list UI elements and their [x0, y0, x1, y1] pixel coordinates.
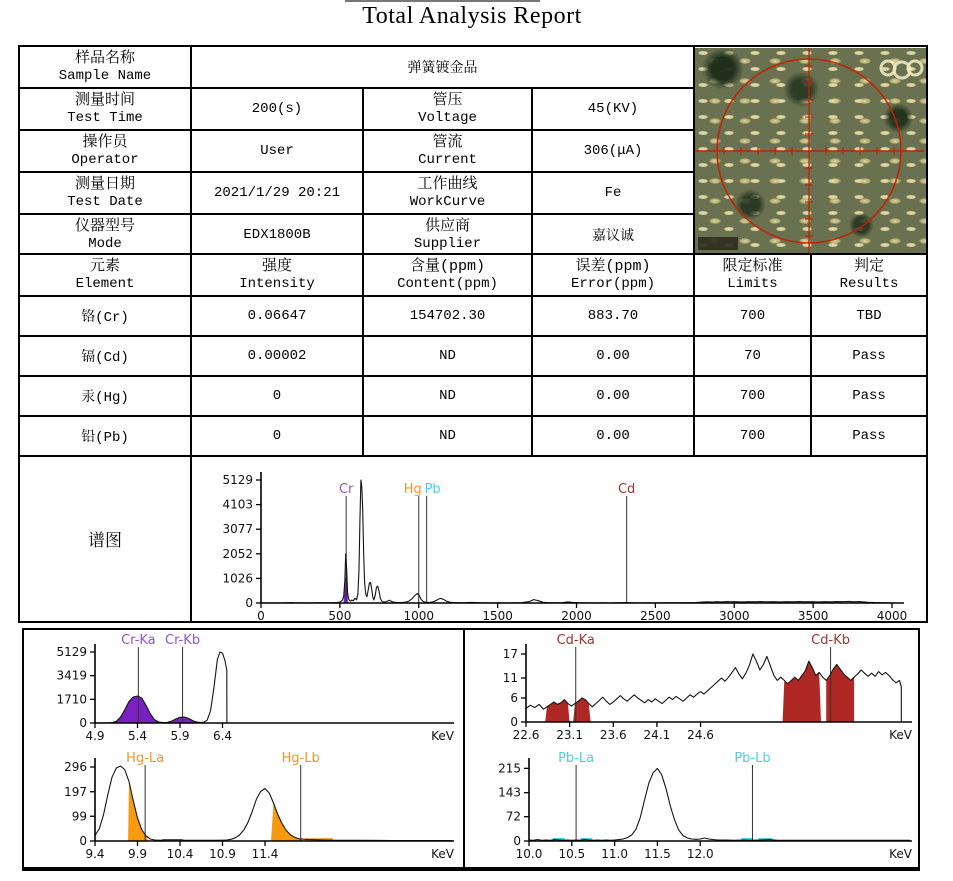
- svg-text:Cr-Kb: Cr-Kb: [165, 633, 201, 648]
- element-spectra-panel: [22, 628, 920, 871]
- spectrum-label-cell: 谱图: [19, 456, 191, 622]
- supplier-value: 嘉议诚: [532, 214, 694, 256]
- svg-text:Cr: Cr: [338, 482, 354, 497]
- operator-label-cn: 操作员: [82, 134, 128, 151]
- svg-text:0: 0: [245, 596, 253, 610]
- mode-value: EDX1800B: [191, 214, 363, 256]
- current-value: 306(μA): [532, 130, 694, 172]
- svg-text:Cd: Cd: [617, 482, 636, 497]
- cd-result: Pass: [811, 336, 927, 376]
- voltage-label-en: Voltage: [418, 110, 477, 126]
- hg-error: 0.00: [532, 376, 694, 416]
- svg-text:10.4: 10.4: [166, 847, 194, 861]
- svg-text:4103: 4103: [222, 497, 253, 512]
- svg-text:1500: 1500: [482, 609, 513, 621]
- svg-text:1710: 1710: [56, 692, 87, 707]
- hg-result: Pass: [811, 376, 927, 416]
- sample-name-label-en: Sample Name: [58, 68, 152, 84]
- svg-text:72: 72: [505, 809, 521, 824]
- cd-element: 镉(Cd): [19, 336, 191, 376]
- workcurve-value: Fe: [532, 172, 694, 214]
- svg-text:3000: 3000: [718, 609, 750, 621]
- svg-text:0: 0: [257, 609, 265, 621]
- hg-content: ND: [363, 376, 532, 416]
- current-label: [363, 130, 532, 172]
- cr-spectrum-chart: [24, 630, 465, 750]
- svg-text:5129: 5129: [56, 645, 87, 659]
- test-date-label: [19, 172, 191, 214]
- top-edge-artifact: [345, 0, 540, 2]
- element-table-header: [19, 254, 927, 296]
- sample-name-value: 弹簧镀金品: [191, 46, 694, 88]
- info-table: [18, 45, 928, 257]
- element-row-cr: [19, 296, 927, 336]
- svg-text:17: 17: [502, 647, 518, 661]
- overview-spectrum-chart: [192, 457, 922, 621]
- svg-text:143: 143: [498, 785, 521, 800]
- supplier-label-en: Supplier: [413, 236, 482, 252]
- operator-label: [19, 130, 191, 172]
- test-time-label-en: Test Time: [67, 110, 143, 126]
- svg-text:11.0: 11.0: [601, 847, 628, 861]
- svg-text:23.6: 23.6: [599, 728, 627, 742]
- test-date-label-cn: 测量日期: [74, 176, 135, 193]
- cr-element: 铬(Cr): [19, 296, 191, 336]
- svg-text:197: 197: [64, 784, 87, 799]
- svg-text:Hg: Hg: [403, 482, 422, 497]
- operator-value: User: [191, 130, 363, 172]
- svg-text:Pb-La: Pb-La: [558, 751, 595, 766]
- svg-text:11.4: 11.4: [251, 847, 279, 861]
- sample-photo-cell: [694, 46, 927, 256]
- cr-result: TBD: [811, 296, 927, 336]
- report-title: Total Analysis Report: [362, 3, 582, 29]
- header-error: 误差(ppm) Error(ppm): [532, 254, 694, 296]
- current-label-cn: 管流: [432, 134, 463, 151]
- pb-intensity: 0: [191, 416, 363, 456]
- header-content: 含量(ppm) Content(ppm): [363, 254, 532, 296]
- element-table: [18, 253, 928, 623]
- svg-text:4.9: 4.9: [85, 729, 105, 743]
- cr-content: 154702.30: [363, 296, 532, 336]
- svg-text:Hg-Lb: Hg-Lb: [281, 751, 320, 766]
- sample-name-label-cn: 样品名称: [74, 50, 135, 67]
- svg-text:215: 215: [498, 761, 521, 776]
- svg-text:500: 500: [328, 609, 352, 621]
- svg-text:KeV: KeV: [431, 847, 454, 861]
- svg-text:Cd-Kb: Cd-Kb: [811, 633, 850, 648]
- spectrum-row: [19, 456, 927, 622]
- svg-text:10.0: 10.0: [515, 847, 543, 861]
- cr-limits: 700: [694, 296, 811, 336]
- supplier-label-cn: 供应商: [424, 218, 470, 235]
- test-time-label: [19, 88, 191, 130]
- hg-spectrum-chart: [24, 750, 465, 867]
- svg-text:6: 6: [510, 691, 518, 705]
- svg-text:1000: 1000: [403, 609, 435, 621]
- svg-text:23.1: 23.1: [556, 728, 583, 742]
- cr-error: 883.70: [532, 296, 694, 336]
- overview-spectrum-cell: [191, 456, 927, 622]
- workcurve-label-en: WorkCurve: [409, 194, 486, 210]
- svg-text:1026: 1026: [222, 571, 253, 586]
- svg-text:3500: 3500: [797, 609, 829, 621]
- svg-text:9.4: 9.4: [85, 847, 105, 861]
- pb-result: Pass: [811, 416, 927, 456]
- element-row-hg: [19, 376, 927, 416]
- info-row-sample: [19, 46, 927, 88]
- svg-text:0: 0: [79, 834, 87, 848]
- svg-text:3077: 3077: [222, 522, 253, 537]
- svg-text:KeV: KeV: [889, 847, 912, 861]
- workcurve-label: [363, 172, 532, 214]
- cd-content: ND: [363, 336, 532, 376]
- cd-error: 0.00: [532, 336, 694, 376]
- svg-text:10.5: 10.5: [558, 847, 586, 861]
- pb-element: 铅(Pb): [19, 416, 191, 456]
- test-time-label-cn: 测量时间: [74, 92, 135, 109]
- svg-text:0: 0: [510, 715, 518, 729]
- svg-text:10.9: 10.9: [209, 847, 236, 861]
- svg-text:12.0: 12.0: [686, 847, 714, 861]
- pb-limits: 700: [694, 416, 811, 456]
- element-row-cd: [19, 336, 927, 376]
- svg-text:2000: 2000: [561, 609, 592, 621]
- svg-text:296: 296: [64, 760, 87, 774]
- voltage-label: [363, 88, 532, 130]
- svg-text:0: 0: [79, 716, 87, 730]
- svg-text:Pb-Lb: Pb-Lb: [734, 751, 771, 766]
- svg-text:KeV: KeV: [889, 728, 912, 742]
- scale-badge: [698, 237, 738, 250]
- svg-text:5.9: 5.9: [170, 729, 190, 743]
- hg-intensity: 0: [191, 376, 363, 416]
- svg-text:6.4: 6.4: [212, 729, 233, 743]
- header-limits: 限定标准 Limits: [694, 254, 811, 296]
- cd-limits: 70: [694, 336, 811, 376]
- svg-text:0: 0: [513, 834, 521, 848]
- svg-text:11: 11: [502, 671, 518, 685]
- sample-photo: [695, 48, 926, 254]
- sample-name-label: [19, 46, 191, 88]
- svg-text:2052: 2052: [222, 546, 253, 561]
- svg-text:24.6: 24.6: [687, 728, 714, 742]
- svg-text:3419: 3419: [56, 668, 87, 683]
- svg-text:Cd-Ka: Cd-Ka: [556, 633, 595, 648]
- cd-intensity: 0.00002: [191, 336, 363, 376]
- mode-label-cn: 仪器型号: [74, 218, 135, 235]
- svg-text:Pb: Pb: [424, 482, 441, 497]
- header-intensity: 强度 Intensity: [191, 254, 363, 296]
- reticle-overlay-icon: [695, 48, 924, 254]
- svg-text:5.4: 5.4: [127, 729, 148, 743]
- pb-content: ND: [363, 416, 532, 456]
- header-element: 元素 Element: [19, 254, 191, 296]
- hg-element: 汞(Hg): [19, 376, 191, 416]
- svg-text:24.1: 24.1: [643, 728, 671, 742]
- mode-label-en: Mode: [88, 236, 122, 252]
- svg-text:4000: 4000: [876, 609, 908, 621]
- voltage-label-cn: 管压: [432, 92, 463, 109]
- svg-text:9.9: 9.9: [127, 847, 148, 861]
- svg-text:11.5: 11.5: [644, 847, 671, 861]
- pb-error: 0.00: [532, 416, 694, 456]
- svg-text:2500: 2500: [640, 609, 671, 621]
- test-date-value: 2021/1/29 20:21: [191, 172, 363, 214]
- svg-text:5129: 5129: [222, 473, 253, 487]
- svg-text:99: 99: [71, 809, 87, 824]
- workcurve-label-cn: 工作曲线: [417, 176, 478, 193]
- test-time-value: 200(s): [191, 88, 363, 130]
- mode-label: [19, 214, 191, 256]
- current-label-en: Current: [418, 152, 477, 168]
- svg-text:22.6: 22.6: [512, 728, 540, 742]
- pb-spectrum-chart: [465, 750, 918, 867]
- panel-divider: [463, 630, 465, 867]
- svg-text:Hg-La: Hg-La: [126, 751, 165, 766]
- svg-text:KeV: KeV: [431, 729, 454, 743]
- hg-limits: 700: [694, 376, 811, 416]
- voltage-value: 45(KV): [532, 88, 694, 130]
- cr-intensity: 0.06647: [191, 296, 363, 336]
- header-results: 判定 Results: [811, 254, 927, 296]
- supplier-label: [363, 214, 532, 256]
- test-date-label-en: Test Date: [67, 194, 143, 210]
- element-row-pb: [19, 416, 927, 456]
- svg-text:Cr-Ka: Cr-Ka: [121, 633, 156, 648]
- cd-spectrum-chart: [465, 630, 918, 750]
- operator-label-en: Operator: [71, 152, 139, 168]
